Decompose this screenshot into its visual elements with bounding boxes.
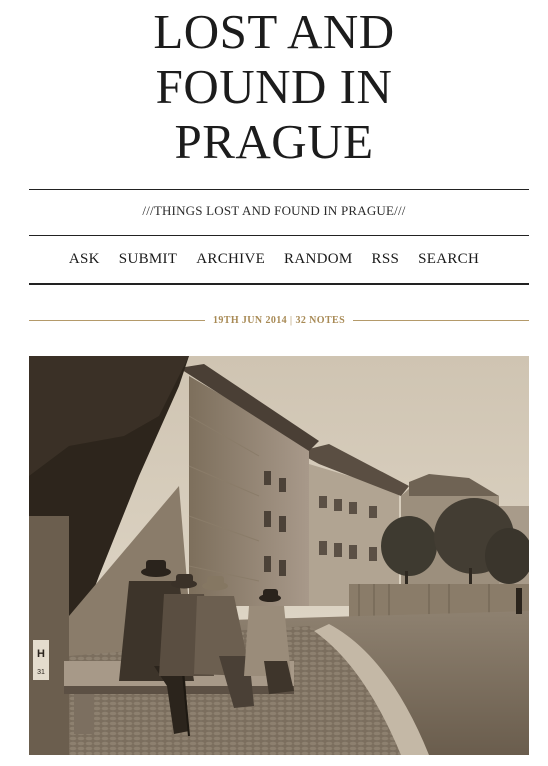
meta-line-left — [29, 320, 205, 321]
bottom-divider — [29, 283, 529, 285]
nav-random-link[interactable]: RANDOM — [284, 251, 353, 267]
post-meta — [29, 313, 529, 327]
blog-tagline: ///THINGS LOST AND FOUND IN PRAGUE/// — [142, 203, 406, 218]
meta-line-right — [353, 320, 529, 321]
blog-title[interactable] — [0, 4, 548, 169]
post-photo[interactable] — [29, 356, 529, 755]
main-nav — [0, 251, 548, 268]
post-meta-text — [205, 315, 353, 326]
nav-submit-link[interactable]: SUBMIT — [118, 251, 178, 267]
blog-title-line-1: LOST AND — [153, 4, 395, 59]
photo-sign-number: 31 — [37, 669, 45, 676]
blog-title-line-3: PRAGUE — [174, 114, 374, 169]
top-divider — [29, 189, 529, 190]
nav-archive-link[interactable]: ARCHIVE — [196, 251, 266, 267]
sepia-street-photo — [29, 356, 529, 755]
meta-separator: | — [290, 314, 293, 326]
post-date-link[interactable]: 19TH JUN 2014 — [212, 314, 288, 326]
middle-divider — [29, 235, 529, 236]
post-notes-link[interactable]: 32 NOTES — [295, 314, 346, 326]
nav-rss-link[interactable]: RSS — [371, 251, 400, 267]
nav-search-link[interactable]: SEARCH — [418, 251, 480, 267]
photo-sign-letter: H — [37, 648, 45, 660]
blog-title-line-2: FOUND IN — [155, 59, 393, 114]
nav-ask-link[interactable]: ASK — [68, 251, 100, 267]
